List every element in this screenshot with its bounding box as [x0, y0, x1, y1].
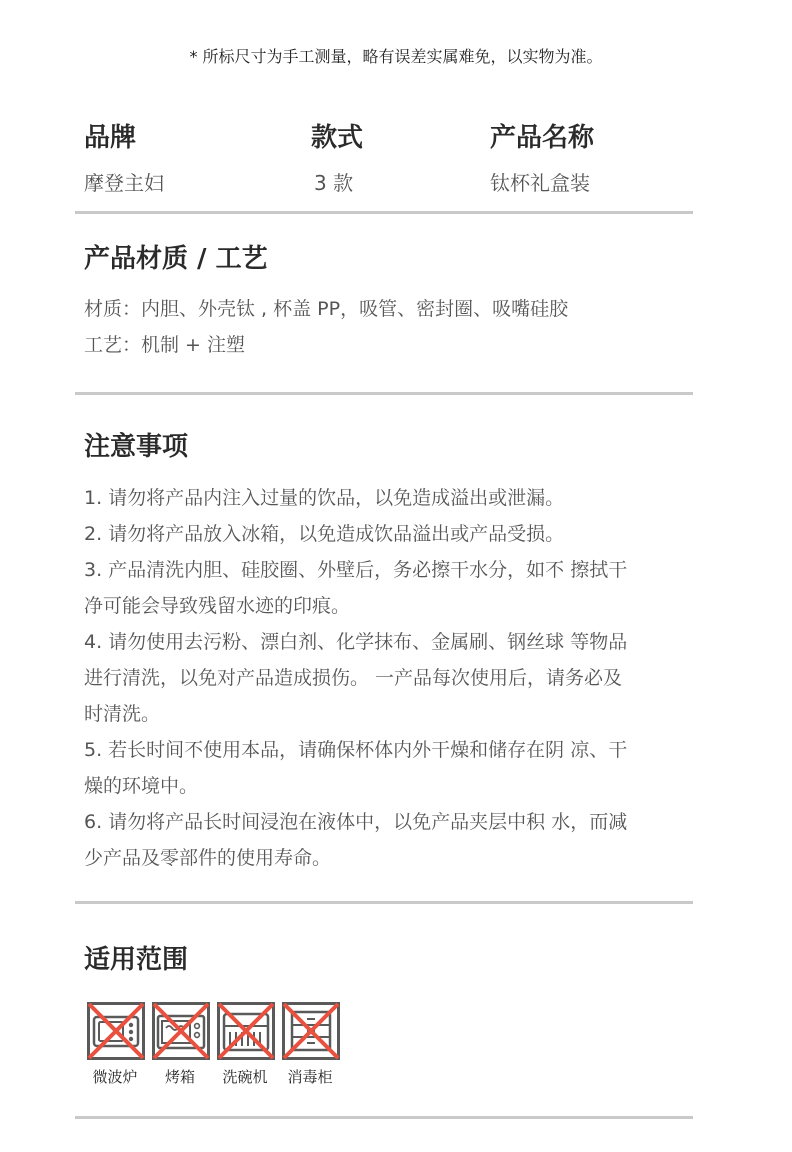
- material-title: 产品材质 / 工艺: [84, 244, 268, 274]
- spec-table: [84, 118, 693, 214]
- divider: [75, 392, 693, 395]
- notes-line: 进行清洗，以免对产品造成损伤。 一产品每次使用后，请务必及: [84, 667, 623, 689]
- notes-line: 3. 产品清洗内胆、硅胶圈、外壁后，务必擦干水分，如不 擦拭干: [84, 559, 628, 581]
- notes-line: 2. 请勿将产品放入冰箱，以免造成饮品溢出或产品受损。: [84, 523, 565, 545]
- spec-value: 3 款: [314, 171, 354, 195]
- divider: [75, 211, 693, 214]
- scope-label: 微波炉: [92, 1068, 138, 1086]
- notes-title: 注意事项: [84, 432, 189, 462]
- scope-item-sterilizer: [279, 1002, 341, 1087]
- scope-item-microwave: [84, 1002, 146, 1087]
- scope-title: 适用范围: [84, 945, 189, 975]
- spec-label: 产品名称: [490, 123, 595, 153]
- notes-line: 净可能会导致残留水迹的印痕。: [84, 595, 351, 617]
- notes-line: 时清洗。: [84, 703, 161, 725]
- scope-label: 烤箱: [164, 1068, 195, 1086]
- spec-label: 品牌: [84, 123, 137, 153]
- scope-item-dishwasher: [214, 1002, 276, 1087]
- scope-label: 洗碗机: [222, 1068, 268, 1086]
- notes-list: [84, 480, 674, 876]
- spec-product-name: [490, 118, 594, 197]
- measurement-note: * 所标尺寸为手工测量，略有误差实属难免，以实物为准。: [189, 47, 603, 66]
- sterilizer-icon: [282, 1002, 338, 1058]
- scope-icons: [84, 1002, 384, 1092]
- scope-item-oven: [149, 1002, 211, 1087]
- scope-label: 消毒柜: [287, 1068, 333, 1086]
- notes-line: 5. 若长时间不使用本品，请确保杯体内外干燥和储存在阴 凉、干: [84, 739, 628, 761]
- oven-icon: [152, 1002, 208, 1058]
- notes-line: 燥的环境中。: [84, 775, 199, 797]
- dishwasher-icon: [217, 1002, 273, 1058]
- notes-line: 6. 请勿将产品长时间浸泡在液体中，以免产品夹层中积 水，而减: [84, 811, 628, 833]
- material-line: 材质：内胆、外壳钛 , 杯盖 PP，吸管、密封圈、吸嘴硅胶: [84, 298, 569, 320]
- spec-style: [311, 118, 363, 197]
- craft-line: 工艺：机制 + 注塑: [84, 334, 245, 356]
- notes-line: 少产品及零部件的使用寿命。: [84, 847, 332, 869]
- spec-label: 款式: [311, 123, 364, 153]
- spec-brand: [84, 118, 164, 197]
- notes-line: 1. 请勿将产品内注入过量的饮品，以免造成溢出或泄漏。: [84, 487, 565, 509]
- spec-value: 摩登主妇: [84, 171, 164, 195]
- divider: [75, 901, 693, 904]
- spec-value: 钛杯礼盒装: [490, 171, 590, 195]
- notes-line: 4. 请勿使用去污粉、漂白剂、化学抹布、金属刷、钢丝球 等物品: [84, 631, 628, 653]
- microwave-icon: [87, 1002, 143, 1058]
- material-details: [84, 291, 674, 363]
- divider: [75, 1116, 693, 1119]
